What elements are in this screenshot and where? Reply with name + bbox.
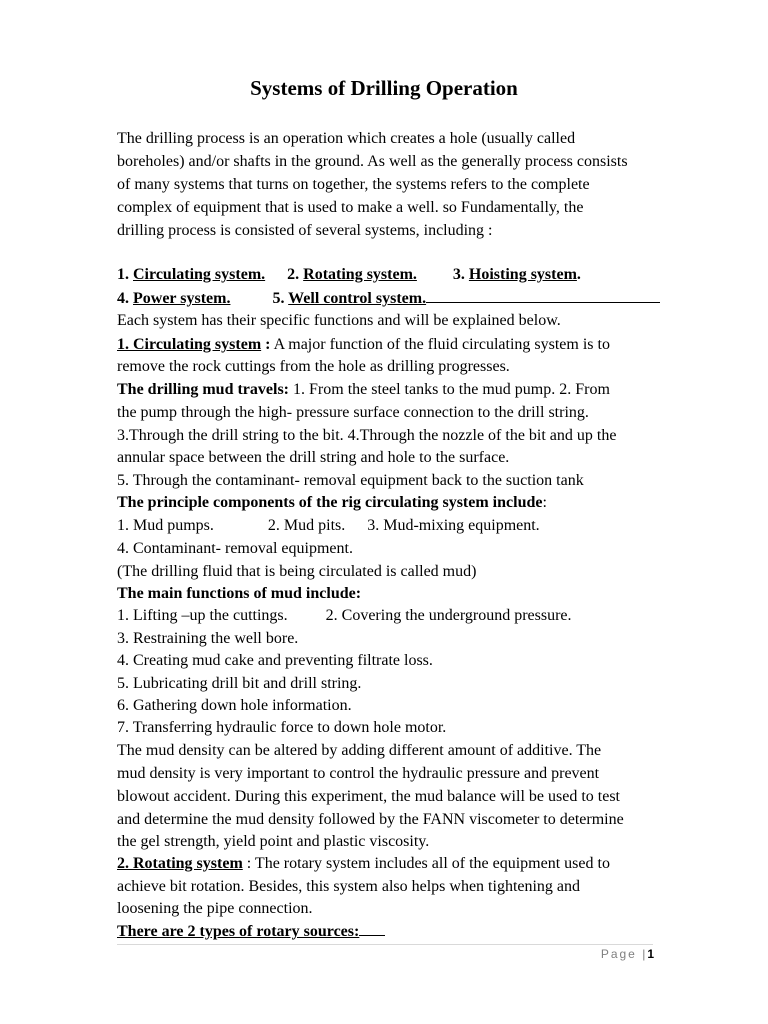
systems-list-row (117, 288, 660, 309)
note-line: (The drilling fluid that is being circulated is called mud) (117, 563, 477, 580)
system-item-circulating: Circulating system. (133, 266, 266, 283)
list-number: 2. (287, 266, 304, 283)
density-line: mud density is very important to control the hydraulic pressure and prevent (117, 765, 600, 782)
travel-line: 3.Through the drill string to the bit. 4.Through the nozzle of the bit and up the (117, 427, 617, 444)
page-footer (560, 947, 654, 961)
section-heading-rotating: 2. Rotating system (117, 855, 243, 872)
function-item: 4. Creating mud cake and preventing filtrate loss. (117, 652, 433, 669)
density-line: and determine the mud density followed by the FANN viscometer to determine (117, 811, 624, 828)
circulating-paragraph (117, 335, 610, 355)
travel-line: the pump through the high- pressure surface connection to the drill string. (117, 404, 589, 421)
section-heading-circulating: 1. Circulating system (117, 336, 262, 353)
travel-line: annular space between the drill string and hole to the surface. (117, 449, 510, 466)
function-item: 1. Lifting –up the cuttings. (117, 607, 288, 624)
density-line: the gel strength, yield point and plastic viscosity. (117, 833, 430, 850)
travel-text: 1. From the steel tanks to the mud pump. 2. From (289, 381, 610, 398)
footer-divider (117, 944, 653, 945)
systems-list-row (117, 265, 581, 285)
component-item: 2. Mud pits. (267, 517, 346, 534)
intro-line: boreholes) and/or shafts in the ground. As well as the generally process consists (117, 153, 628, 170)
travel-line (117, 380, 610, 400)
system-item-well-control: Well control system. (288, 290, 427, 307)
intro-line: drilling process is consisted of several systems, including : (117, 222, 493, 239)
intro-line: The drilling process is an operation which creates a hole (usually called (117, 130, 576, 147)
page-separator: | (642, 947, 648, 961)
rotating-paragraph (117, 854, 610, 874)
component-item: 1. Mud pumps. (117, 517, 214, 534)
density-line: blowout accident. During this experiment, the mud balance will be used to test (117, 788, 620, 805)
system-item-rotating: Rotating system. (303, 266, 417, 283)
component-item: 4. Contaminant- removal equipment. (117, 540, 353, 557)
list-punct: . (576, 266, 581, 283)
components-colon: : (542, 494, 547, 511)
travel-label: The drilling mud travels: (117, 381, 290, 398)
list-number: 5. (272, 290, 289, 307)
page-label: Page (600, 947, 637, 961)
function-item: 3. Restraining the well bore. (117, 630, 299, 647)
component-item: 3. Mud-mixing equipment. (367, 517, 540, 534)
density-line: The mud density can be altered by adding different amount of additive. The (117, 742, 602, 759)
functions-heading: The main functions of mud include: (117, 585, 362, 602)
system-item-hoisting: Hoisting system (468, 266, 577, 283)
paragraph-line: remove the rock cuttings from the hole as drilling progresses. (117, 358, 510, 375)
intro-line: complex of equipment that is used to make a well. so Fundamentally, the (117, 199, 584, 216)
function-item: 2. Covering the underground pressure. (325, 607, 572, 624)
functions-row (117, 606, 572, 626)
function-item: 6. Gathering down hole information. (117, 697, 352, 714)
paragraph-text: A major function of the fluid circulating system is to (270, 336, 610, 353)
paragraph-text: : The rotary system includes all of the equipment used to (242, 855, 610, 872)
heading-colon: : (261, 336, 271, 353)
underline-rule (426, 288, 660, 303)
components-row (117, 516, 540, 536)
components-heading-line (117, 493, 547, 513)
travel-line: 5. Through the contaminant- removal equipment back to the suction tank (117, 472, 584, 489)
list-number: 1. (117, 266, 133, 283)
list-number: 3. (452, 266, 469, 283)
document-title: Systems of Drilling Operation (250, 76, 518, 100)
list-number: 4. (117, 290, 133, 307)
paragraph-line: loosening the pipe connection. (117, 900, 313, 917)
rotary-types-heading (117, 921, 385, 942)
explain-line: Each system has their specific functions and will be explained below. (117, 312, 561, 329)
paragraph-line: achieve bit rotation. Besides, this system also helps when tightening and (117, 878, 581, 895)
intro-line: of many systems that turns on together, the systems refers to the complete (117, 176, 590, 193)
rotary-types-label: There are 2 types of rotary sources: (117, 923, 360, 940)
function-item: 5. Lubricating drill bit and drill string. (117, 675, 362, 692)
system-item-power: Power system. (133, 290, 231, 307)
components-label: The principle components of the rig circulating system include (117, 494, 543, 511)
function-item: 7. Transferring hydraulic force to down hole motor. (117, 719, 447, 736)
underline-rule (359, 921, 385, 936)
page-number: 1 (647, 947, 654, 961)
